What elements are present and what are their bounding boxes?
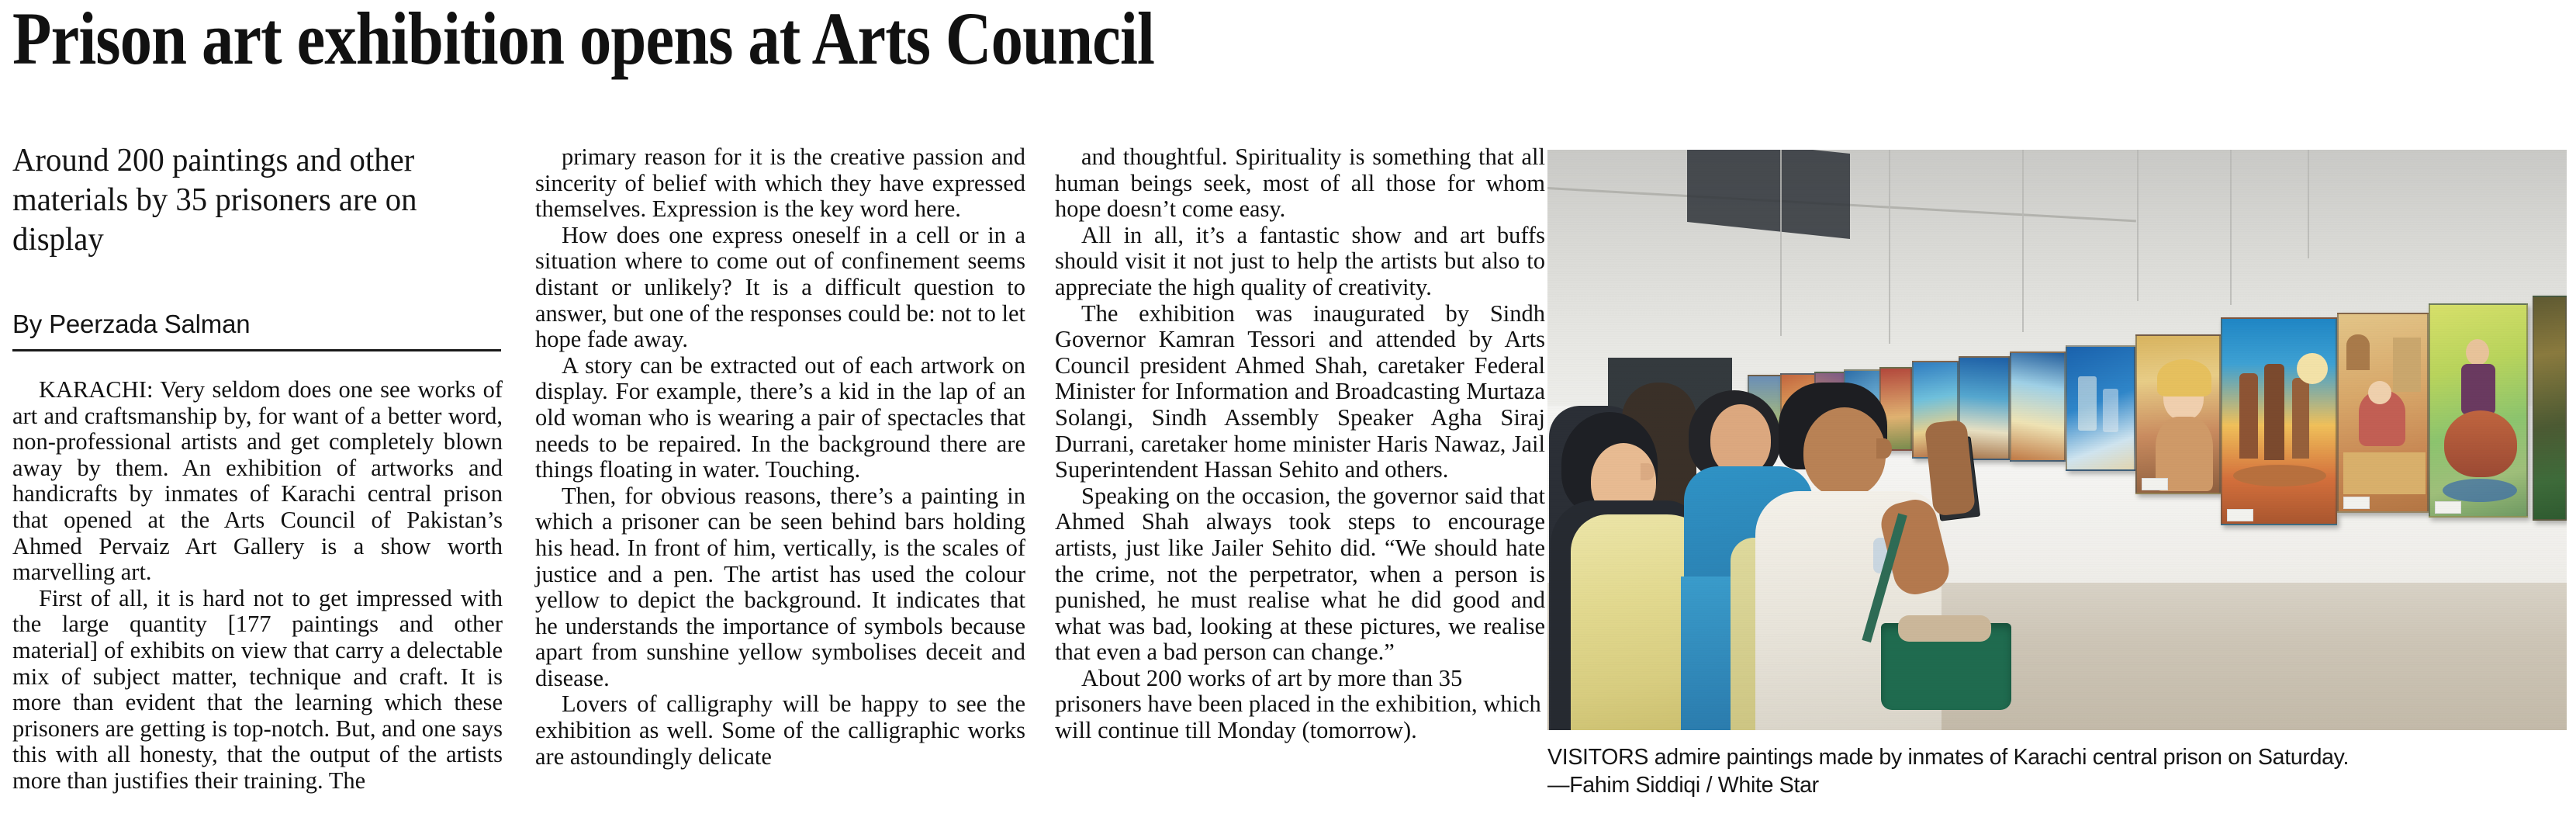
article-photo xyxy=(1547,150,2567,730)
painting-green-dancer xyxy=(2429,303,2528,518)
hanging-wire xyxy=(2137,150,2139,301)
paragraph: First of all, it is hard not to get impressed with the large quantity [177 paintings and other material] of exhibits on view that carry a delectable mix of subject matter, technique and craft. It is more than evident that the learning which these prisoners are getting is top-notch. But, and one says this with all honesty, that the output of the artists more than justifies their training. The xyxy=(12,584,503,794)
paragraph: primary reason for it is the creative passion and sincerity of belief with which they have expressed themselves. Expression is the key word here. xyxy=(535,144,1025,223)
page-title: Prison art exhibition opens at Arts Council xyxy=(12,0,1155,80)
painting-orange-figures xyxy=(2221,317,2337,525)
painting-forest-deer xyxy=(2533,296,2567,521)
caption-credit: —Fahim Siddiqi / White Star xyxy=(1547,773,1819,798)
article-deck: Around 200 paintings and other materials by 35 prisoners are on display xyxy=(12,143,417,258)
caption-line-1: VISITORS admire paintings made by inmates of Karachi central prison on Saturday. xyxy=(1547,745,2350,770)
paragraph: All in all, it’s a fantastic show and art buffs should visit it not just to help the artists but also to appreciate the high quality of creativity. xyxy=(1055,221,1545,300)
hanging-wire xyxy=(2022,150,2024,332)
gallery-photograph xyxy=(1547,150,2567,730)
paragraph: A story can be extracted out of each artwork on display. For example, there’s a kid in the lap of an old woman who is wearing a pair of spectacles that needs to be repaired. In the background there are things floating in water. Touching. xyxy=(535,351,1025,483)
hanging-wire xyxy=(2308,150,2309,258)
body-column-2 xyxy=(535,144,1025,770)
byline-divider xyxy=(12,349,501,351)
paragraph: About 200 works of art by more than 35 prisoners have been placed in the exhibition, which will continue till Monday (tomorrow). xyxy=(1055,664,1541,744)
paragraph: and thoughtful. Spirituality is something that all human beings seek, most of all those for whom hope doesn’t come easy. xyxy=(1055,144,1545,223)
paragraph: KARACHI: Very seldom does one see works of art and craftsmanship by, for want of a better word, non-professional artists and get completely blown away by them. An exhibition of artworks and handicrafts by inmates of Karachi central prison that opened at the Arts Council of Pakistan’s Ahmed Pervaiz Art Gallery is a show worth marvelling art. xyxy=(12,376,503,586)
byline: By Peerzada Salman xyxy=(12,309,251,338)
hanging-wire xyxy=(2230,150,2232,305)
photo-caption xyxy=(1547,743,2571,799)
article-rail xyxy=(12,141,501,351)
paragraph: Lovers of calligraphy will be happy to see the exhibition as well. Some of the calligraphic works are astoundingly delicate xyxy=(535,691,1025,770)
paragraph: How does one express oneself in a cell or in a situation where to come out of confinement seems distant or unlikely? It is a difficult question to answer, but one of the responses could be: not to let hope fade away. xyxy=(535,221,1025,353)
painting-portrait-woman xyxy=(2135,334,2221,494)
painting-mid xyxy=(2010,351,2066,462)
paragraph: The exhibition was inaugurated by Sindh Governor Kamran Tessori and attended by Arts Council president Ahmed Shah, caretaker Federal Minister for Information and Broadcasting Murtaza Solangi, Sindh Assembly Speaker Agha Siraj Durrani, caretaker home minister Haris Nawaz, Jail Superintendent Hassan Sehito and others. xyxy=(1055,300,1545,483)
body-column-1 xyxy=(12,377,503,795)
hanging-wire xyxy=(1889,150,1890,344)
painting-interior-scene xyxy=(2337,313,2429,513)
hanging-wire xyxy=(1780,150,1782,336)
painting-blue-city xyxy=(2066,345,2135,471)
bag-contents xyxy=(1898,615,1991,642)
paragraph: Then, for obvious reasons, there’s a painting in which a prisoner can be seen behind bars holding his head. In front of him, vertically, is the scales of justice and a pen. The artist has used the colour yellow to depict the background. It indicates that he understands the importance of symbols because apart from sunshine yellow symbolises deceit and disease. xyxy=(535,482,1025,691)
paragraph: Speaking on the occasion, the governor said that Ahmed Shah always took steps to encourage artists, just like Jailer Sehito did. “We should hate the crime, not the perpetrator, when a person is punished, he must realise what he did good and what was bad, looking at these pictures, we realise that even a bad person can change.” xyxy=(1055,482,1545,666)
body-column-3 xyxy=(1055,144,1545,744)
